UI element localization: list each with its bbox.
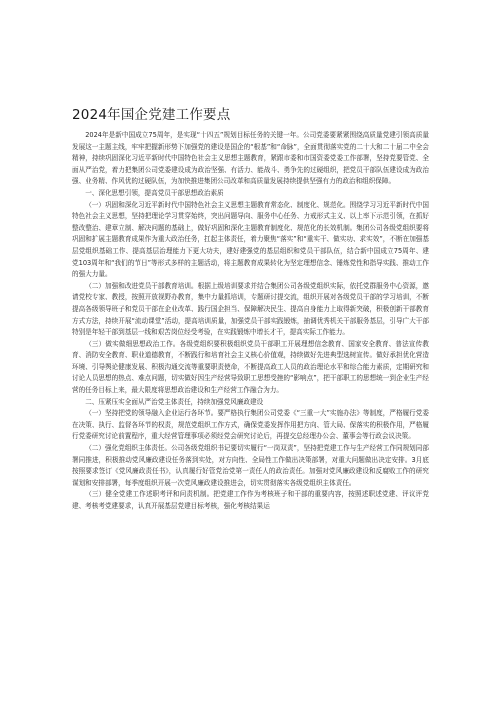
body-paragraph: （二）强化党组织主体责任。公司各级党组织书记要切实履行“一岗双责”，坚持把党建工作与生产经营工作同规划同部署同推进，积极推动党风廉政建设任务落到实处，对方向性、全局性工作做出决策部署，对重大问题做出决定安排。3月底按照要求签订《党风廉政责任书》，认真履行好管党治党第一责任人的政治责任。加强对党风廉政建设和反腐败工作的研究谋划和安排部署，每季度组织开展一次党风廉政建设推进会，切实贯彻落实各级党组织主体责任。 <box>72 444 429 487</box>
body-paragraph: （三）做实做细思想政治工作。各级党组织要积极组织党员干部职工开展理想信念教育、国家安全教育、普法宣传教育、消防安全教育、职业道德教育，不断践行和培育社会主义核心价值观，持续做好先进典型选树宣传。做好承担优化营造环境、引导舆论健康发展、积极沟通交流等重要职责使命，不断提高政工人员的政治理论水平和综合能力素质，定期研究和讨论人员思想的热点、难点问题，切实做好因生产经营导致职工思想受挫的“影响点”，把干部职工的思想统一到企业生产经营的任务目标上来，最大限度将思想政治建设和生产经营工作融合为力。 <box>72 339 429 395</box>
section-heading-2: 二、压紧压实全面从严治党主体责任，持续加强党风廉政建设 <box>85 397 264 406</box>
body-paragraph: （一）坚持把党的领导融入企业运行各环节。要严格执行集团公司党委《“三重一大”实施办法》等制度，严格履行党委在决策、执行、监督各环节的权责，规范党组织工作方式，确保党委发挥作用把方向、管大局、保落实的积极作用，严格履行党委研究讨论前置程序，重大经营管理事项必须经党会研究讨论后，再提交总经理办公会、董事会等行政会议决策。 <box>72 409 429 441</box>
body-paragraph: （三）健全党建工作述职考评和问责机制。把党建工作作为考核班子和干部的重要内容，按照述职述党建、评议评党建、考核考党建要求，认真开展基层党建目标考核，强化考核结果运 <box>72 490 429 510</box>
section-heading-1: 一、深化思想引领，提高党员干部思想政治素质 <box>85 188 224 197</box>
body-paragraph: （二）加强和改进党员干部教育培训。根据上级培训要求并结合集团公司各级党组织实际，依托党群服务中心资源，邀请党校专家、教授，按照开放视野办教育，集中力量抓培训，专题研讨提交流，组织开展对各级党员干部的学习培训，不断提高各级领导班子和党员干部在企业改革、践行国企担当、保障解决民生、提高自身能力上取得新突破，积极创新干部教育方式方法，持续开展“流动课堂”活动，提高培训质量，加强党员干部实践锻炼，抽调优秀机关干部服务基层，引导广大干部特别是年轻干部到基层一线和艰苦岗位经受考验，在实践锻炼中增长才干，提高实际工作能力。 <box>72 281 429 337</box>
document-body <box>72 130 429 513</box>
body-paragraph: （一）巩固和深化习近平新时代中国特色社会主义思想主题教育常态化、制度化、规范化。围绕学习习近平新时代中国特色社会主义思想，坚持把理论学习贯穿始终，突出问题导向、服务中心任务、力戒形式主义、以上率下示范引领，在抓好整改整治、建章立制、解决问题的基础上，做好巩固和深化主题教育制度化、规范化的长效机制。集团公司各级党组织要将巩固和扩展主题教育成果作为重大政治任务，扛起主体责任，着力聚焦“落实”和“重实干、做实功、求实效”，不断在加强基层党组织基础工作、提高基层治理能力下更大功夫，建好建强党的基层组织和党员干部队伍，结合新中国成立75周年、建党103周年和“我们的节日”等形式多样的主题活动，将主题教育成果转化为坚定理想信念、锤炼党性和指导实践、推动工作的强大力量。 <box>72 200 429 279</box>
intro-paragraph: 2024年是新中国成立75周年，是实现“十四五”规划目标任务的关键一年。公司党委要紧紧围绕高质量党建引领高质量发展这一主题主线，牢牢把握新形势下加强党的建设是国企的“根基”和“命脉”，全面贯彻落实党的二十大和二十届二中全会精神，持续巩固深化习近平新时代中国特色社会主义思想主题教育，紧跟市委和市国资委党委工作部署，坚持党要管党、全面从严治党，着力把集团公司党委建设成为政治坚强、有活力、能战斗、勇争先的过硬组织，把党员干部队伍建设成为政治强、业务精、作风优的过硬队伍，为加快推进集团公司改革和高质量发展持续提供坚强有力的政治和组织保障。 <box>72 131 429 186</box>
document-title: 2024年国企党建工作要点 <box>72 107 231 123</box>
